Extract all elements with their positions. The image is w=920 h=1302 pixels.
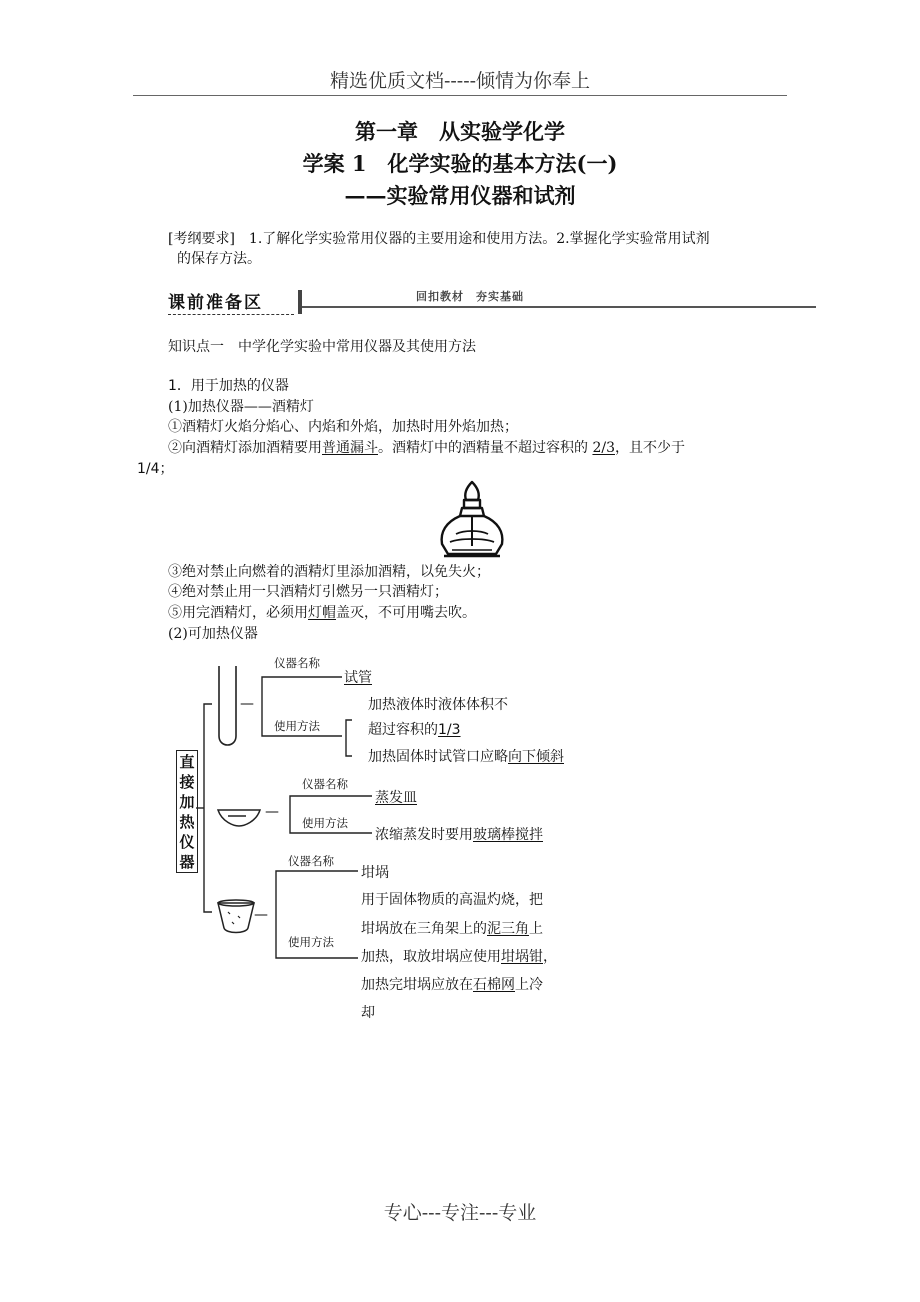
- answer-clay-triangle: 泥三角: [487, 921, 529, 937]
- lamp-item-2-continued: 1/4；: [137, 461, 174, 477]
- answer-two-thirds: 2/3: [592, 440, 615, 456]
- requirements-line-2: 的保存方法。: [177, 251, 261, 267]
- crucible-line-2: 坩埚放在三角架上的泥三角上: [361, 921, 543, 937]
- chapter-title: 第一章 从实验学化学: [355, 119, 565, 144]
- tube-method-2: 加热固体时试管口应略向下倾斜: [368, 749, 564, 765]
- tube-method-1a: 加热液体时液体体积不: [368, 697, 508, 713]
- lesson-subtitle: ——实验常用仪器和试剂: [344, 183, 576, 208]
- crucible-line-5: 却: [361, 1005, 375, 1021]
- requirements-line-1: [考纲要求] 1.了解化学实验常用仪器的主要用途和使用方法。2.掌握化学实验常用试剂: [168, 231, 710, 247]
- crucible-method-label: 使用方法: [288, 935, 334, 949]
- tube-dash: —: [240, 696, 254, 712]
- tube-name: 试管: [344, 670, 372, 686]
- banner-right-label: 回扣教材 夯实基础: [416, 290, 524, 303]
- crucible-line-1: 用于固体物质的高温灼烧，把: [361, 892, 543, 908]
- answer-lamp-cap: 灯帽: [308, 605, 336, 621]
- tube-name-label: 仪器名称: [274, 656, 320, 670]
- lamp-item-2: ②向酒精灯添加酒精要用普通漏斗。酒精灯中的酒精量不超过容积的 2/3，且不少于: [168, 440, 685, 456]
- dish-name-label: 仪器名称: [302, 777, 348, 791]
- subsection-lamp: (1)加热仪器——酒精灯: [168, 399, 314, 415]
- crucible-line-4: 加热完坩埚应放在石棉网上冷: [361, 977, 543, 993]
- dish-method-label: 使用方法: [302, 816, 348, 830]
- lamp-item-3: ③绝对禁止向燃着的酒精灯里添加酒精，以免失火；: [168, 564, 490, 580]
- subsection-heatable: (2)可加热仪器: [168, 626, 258, 642]
- answer-glass-rod: 玻璃棒搅拌: [473, 827, 543, 843]
- answer-funnel: 普通漏斗: [322, 440, 378, 456]
- crucible-dash: —: [254, 907, 268, 923]
- direct-heating-label: 直接加热仪器: [176, 750, 198, 873]
- section-heading: 1．用于加热的仪器: [168, 378, 289, 394]
- lesson-title: 学案 1 化学实验的基本方法(一): [302, 151, 618, 176]
- page-header: 精选优质文档-----倾情为你奉上: [329, 70, 591, 92]
- crucible-name-label: 仪器名称: [288, 854, 334, 868]
- answer-asbestos-mesh: 石棉网: [473, 977, 515, 993]
- knowledge-point-heading: 知识点一 中学化学实验中常用仪器及其使用方法: [168, 339, 476, 355]
- dish-dash: —: [265, 804, 279, 820]
- page-footer: 专心---专注---专业: [383, 1202, 537, 1224]
- lamp-item-5: ⑤用完酒精灯，必须用灯帽盖灭，不可用嘴去吹。: [168, 605, 476, 621]
- crucible-line-3: 加热，取放坩埚应使用坩埚钳，: [361, 949, 557, 965]
- answer-crucible-tongs: 坩埚钳: [501, 949, 543, 965]
- tube-method-label: 使用方法: [274, 719, 320, 733]
- banner-left-label: 课前准备区: [168, 293, 263, 313]
- test-tube-icon: [219, 666, 236, 745]
- tube-method-1b: 超过容积的1/3: [368, 722, 461, 738]
- crucible-name: 坩埚: [361, 865, 389, 881]
- lamp-item-1: ①酒精灯火焰分焰心、内焰和外焰，加热时用外焰加热；: [168, 419, 518, 435]
- answer-one-third: 1/3: [438, 722, 461, 738]
- lamp-item-4: ④绝对禁止用一只酒精灯引燃另一只酒精灯；: [168, 584, 448, 600]
- evaporating-dish-icon: [218, 810, 260, 826]
- dish-name: 蒸发皿: [375, 790, 417, 806]
- dish-method: 浓缩蒸发时要用玻璃棒搅拌: [375, 827, 543, 843]
- crucible-icon: [218, 900, 254, 933]
- answer-tilt-down: 向下倾斜: [508, 749, 564, 765]
